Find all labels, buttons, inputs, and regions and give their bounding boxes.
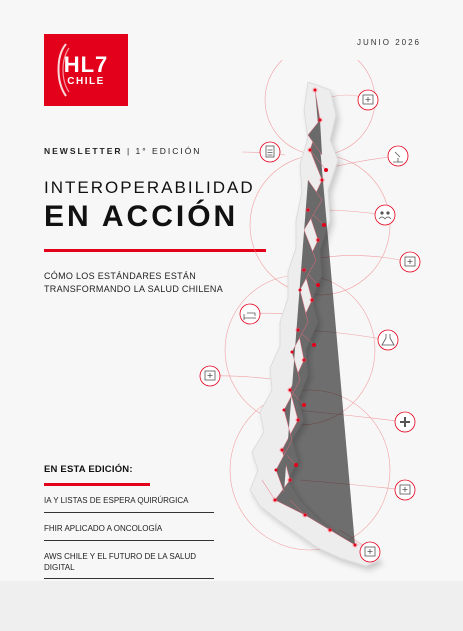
bed-icon — [240, 304, 260, 324]
toc-divider — [44, 540, 214, 541]
toc-item-1[interactable] — [44, 495, 214, 506]
subtitle-line-1: CÓMO LOS ESTÁNDARES ESTÁN — [44, 271, 197, 281]
toc-divider — [44, 512, 214, 513]
logo-swoosh-icon — [54, 42, 70, 98]
toc-item-3-line-1: AWS CHILE Y EL FUTURO DE LA SALUD — [44, 552, 197, 561]
flask-icon — [378, 330, 398, 350]
hl7-chile-logo — [44, 34, 128, 106]
people-icon — [375, 205, 395, 225]
toc-item-3[interactable] — [44, 551, 214, 573]
clipboard-icon — [260, 142, 280, 162]
edition-separator: | — [126, 146, 132, 156]
hospital-icon — [358, 90, 378, 110]
logo-text-main: HL7 — [63, 51, 109, 77]
chile-network-map — [180, 60, 463, 580]
title-line-1: INTEROPERABILIDAD — [44, 178, 255, 197]
toc-item-2[interactable] — [44, 523, 214, 534]
microscope-icon — [388, 146, 408, 166]
title-line-2: EN ACCIÓN — [44, 200, 239, 233]
toc-heading: EN ESTA EDICIÓN: — [44, 464, 133, 475]
medical-cross-icon — [395, 412, 415, 432]
edition-number: 1° EDICIÓN — [135, 146, 202, 156]
edition-label — [44, 146, 201, 156]
toc-item-1-text: IA Y LISTAS DE ESPERA QUIRÚRGICA — [44, 496, 189, 505]
hospital-icon — [395, 480, 415, 500]
issue-date: JUNIO 2026 — [356, 38, 421, 47]
hospital-icon — [360, 542, 380, 562]
toc-divider — [44, 578, 214, 579]
logo-text-sub: CHILE — [67, 75, 105, 87]
subtitle-line-2: TRANSFORMANDO LA SALUD CHILENA — [44, 284, 224, 294]
toc-underline — [44, 483, 150, 486]
toc-item-2-text: FHIR APLICADO A ONCOLOGÍA — [44, 524, 163, 533]
toc-item-3-line-2: DIGITAL — [44, 563, 75, 572]
newsletter-label: NEWSLETTER — [44, 146, 123, 156]
hospital-icon — [400, 252, 420, 272]
clinic-icon — [200, 366, 220, 386]
bottom-strip — [0, 581, 463, 631]
